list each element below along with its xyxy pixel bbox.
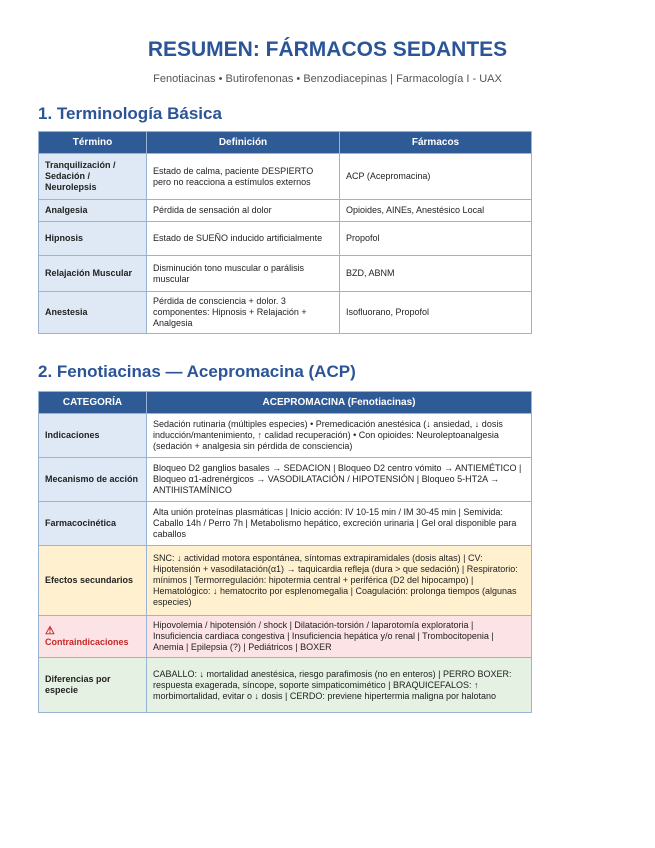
page-title: RESUMEN: FÁRMACOS SEDANTES [147,38,508,61]
column-header-definition: Definición [147,132,340,154]
table-row [39,222,532,256]
section-1-heading: 1. Terminología Básica [38,104,222,123]
description-cell: Bloqueo D2 ganglios basales → SEDACION | Bloqueo D2 centro vómito → ANTIEMÉTICO | Bloqueo α1-adrenérgicos → VASODILATACIÓN / HIPOTENSIÓN | Bloqueo 5-HT2A → ANTIHISTAMÍNICO [147,458,532,502]
term-cell: Tranquilización / Sedación / Neurolepsis [39,154,147,200]
table-row [39,200,532,222]
category-cell-contraindications [39,616,147,658]
description-cell: Alta unión proteínas plasmáticas | Inicio acción: IV 10-15 min / IM 30-45 min | Semivida: Caballo 14h / Perro 7h | Metabolismo hepático, excreción urinaria | Gel oral disponible para caballos [147,502,532,546]
acepromazine-table [38,391,532,713]
table-row [39,658,532,713]
definition-cell: Estado de SUEÑO inducido artificialmente [147,222,340,256]
term-cell: Relajación Muscular [39,256,147,292]
table-header-row [39,132,532,154]
table-row [39,458,532,502]
section-2-heading: 2. Fenotiacinas — Acepromacina (ACP) [38,362,356,381]
table-row [39,256,532,292]
drugs-cell: BZD, ABNM [340,256,532,292]
definition-cell: Pérdida de sensación al dolor [147,200,340,222]
category-cell: Indicaciones [39,414,147,458]
category-label: Contraindicaciones [45,636,129,647]
category-cell: Diferencias por especie [39,658,147,713]
column-header-category: CATEGORÍA [39,392,147,414]
description-cell: CABALLO: ↓ mortalidad anestésica, riesgo parafimosis (no en enteros) | PERRO BOXER: respuesta exagerada, síncope, soporte simpaticomimético | BRAQUICEFALOS: ↑ morbimortalidad, evitar o ↓ dosis | CERDO: previene hipertermia maligna por halotano [147,658,532,713]
definition-cell: Estado de calma, paciente DESPIERTO pero no reacciona a estímulos externos [147,154,340,200]
description-cell: Hipovolemia / hipotensión / shock | Dilatación-torsión / laparotomía exploratoria | Insuficiencia cardiaca congestiva | Insuficiencia hepática y/o renal | Trombocitopenia | Anemia | Epilepsia (?) | Pediátricos | BOXER [147,616,532,658]
description-cell: Sedación rutinaria (múltiples especies) • Premedicación anestésica (↓ ansiedad, ↓ dosis inducción/mantenimiento, ↑ calidad recuperación) • Con opioides: Neuroleptoanalgesia (sedación + analgesia sin pérdida de consciencia) [147,414,532,458]
drugs-cell: ACP (Acepromacina) [340,154,532,200]
table-row [39,292,532,334]
category-cell: Farmacocinética [39,502,147,546]
category-cell: Mecanismo de acción [39,458,147,502]
drugs-cell: Opioides, AINEs, Anestésico Local [340,200,532,222]
term-cell: Anestesia [39,292,147,334]
warning-triangle-icon: ⚠ [45,624,55,637]
drugs-cell: Propofol [340,222,532,256]
terminology-table [38,131,532,334]
table-row [39,502,532,546]
column-header-term: Término [39,132,147,154]
table-row [39,546,532,616]
definition-cell: Pérdida de consciencia + dolor. 3 componentes: Hipnosis + Relajación + Analgesia [147,292,340,334]
column-header-drugs: Fármacos [340,132,532,154]
category-cell: Efectos secundarios [39,546,147,616]
table-row [39,414,532,458]
definition-cell: Disminución tono muscular o parálisis muscular [147,256,340,292]
term-cell: Analgesia [39,200,147,222]
table-header-row [39,392,532,414]
table-row [39,154,532,200]
drugs-cell: Isofluorano, Propofol [340,292,532,334]
description-cell: SNC: ↓ actividad motora espontánea, síntomas extrapiramidales (dosis altas) | CV: Hipotensión + vasodilatación(α1) → taquicardia refleja (dura > que sedación) | Respiratorio: mínimos | Termorregulación: hipotermia central + periférica (D2 del hipocampo) | Hematológico: ↓ hematocrito por esplenomegalia | Coagulación: prolonga tiempos (algunas especies) [147,546,532,616]
column-header-acepromazine: ACEPROMACINA (Fenotiacinas) [147,392,532,414]
table-row [39,616,532,658]
term-cell: Hipnosis [39,222,147,256]
page-subtitle: Fenotiacinas • Butirofenonas • Benzodiacepinas | Farmacología I - UAX [153,73,502,85]
